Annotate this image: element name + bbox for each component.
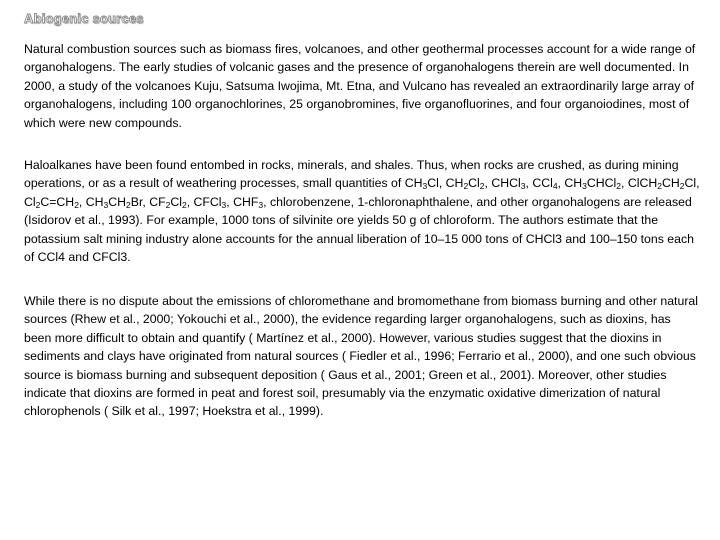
section-heading: Abiogenic sources [24,11,144,26]
subscript: 2 [126,199,131,210]
subscript: 2 [463,181,469,192]
subscript: 2 [479,181,485,192]
subscript: 3 [221,199,227,210]
text-run: Cl, Cl [24,176,700,209]
subscript: 3 [582,181,587,192]
text-run: Cl, CH [427,176,464,191]
text-run: C=CH [40,194,75,209]
subscript: 2 [657,181,662,192]
subscript: 2 [181,199,187,210]
text-run: , CH [557,176,583,191]
subscript: 3 [520,181,526,192]
paragraph-volcanic-sources: Natural combustion sources such as biomass fires, volcanoes, and other geothermal processes account for a wide range of organohalogens. The early studies of volcanic gases and the presence of organohalogens therein are well documented. In 2000, a study of the volcanoes Kuju, Satsuma Iwojima, Mt. Etna, and Vulcano has revealed an extraordinarily large array of organohalogens, including 100 organochlorines, 25 organobromines, five organofluorines, and four organoiodines, most of which were new compounds. [24,42,696,130]
paragraph-haloalkanes-rocks [24,156,700,266]
subscript: 4 [552,181,558,192]
text-run: , CHF [226,194,259,209]
text-run: , CCl [525,176,553,191]
text-run: CH [661,176,680,191]
subscript: 3 [422,181,428,192]
text-run: , chlorobenzene, 1-chloronaphthalene, and other organohalogens are released (Isidorov et al., 1993). For example, 1000 tons of silvinite ore yields 50 g of chloroform. The authors estimate that the potassium salt mining industry alone accounts for the annual liberation of 10–15 000 tons of CHCl3 and 100–150 tons each of CCl4 and CFCl3. [24,194,694,265]
subscript: 2 [616,181,621,192]
subscript: 3 [258,199,264,210]
subscript: 3 [103,199,109,210]
subscript: 2 [165,199,171,210]
text-run: CHCl [586,176,617,191]
text-run: , CH [78,194,104,209]
text-run: Cl [170,194,182,209]
paragraph-dioxins: While there is no dispute about the emissions of chloromethane and bromomethane from biomass burning and other natural sources (Rhew et al., 2000; Yokouchi et al., 2000), the evidence regarding larger organohalogens, such as dioxins, has been more difficult to obtain and quantify ( Martínez et al., 2000). However, various studies suggest that the dioxins in sediments and clays have originated from natural sources ( Fiedler et al., 1996; Ferrario et al., 2000), and one such obvious source is biomass burning and subsequent deposition ( Gaus et al., 2001; Green et al., 2001). Moreover, other studies indicate that dioxins are formed in peat and forest soil, presumably via the enzymatic oxidative dimerization of natural chlorophenols ( Silk et al., 1997; Hoekstra et al., 1999). [24,294,698,419]
text-run: Cl [468,176,480,191]
text-run: Br, CF [130,194,166,209]
text-run: , ClCH [621,176,658,191]
subscript: 2 [679,181,685,192]
text-run: CH [108,194,127,209]
text-run: , CFCl [186,194,222,209]
text-run: Haloalkanes have been found entombed in rocks, minerals, and shales. Thus, when rocks are crushed, as during mining operations, or as a result of weathering processes, small quantities of CH [24,158,679,191]
subscript: 2 [74,199,79,210]
text-run: , CHCl [484,176,521,191]
subscript: 2 [35,199,41,210]
